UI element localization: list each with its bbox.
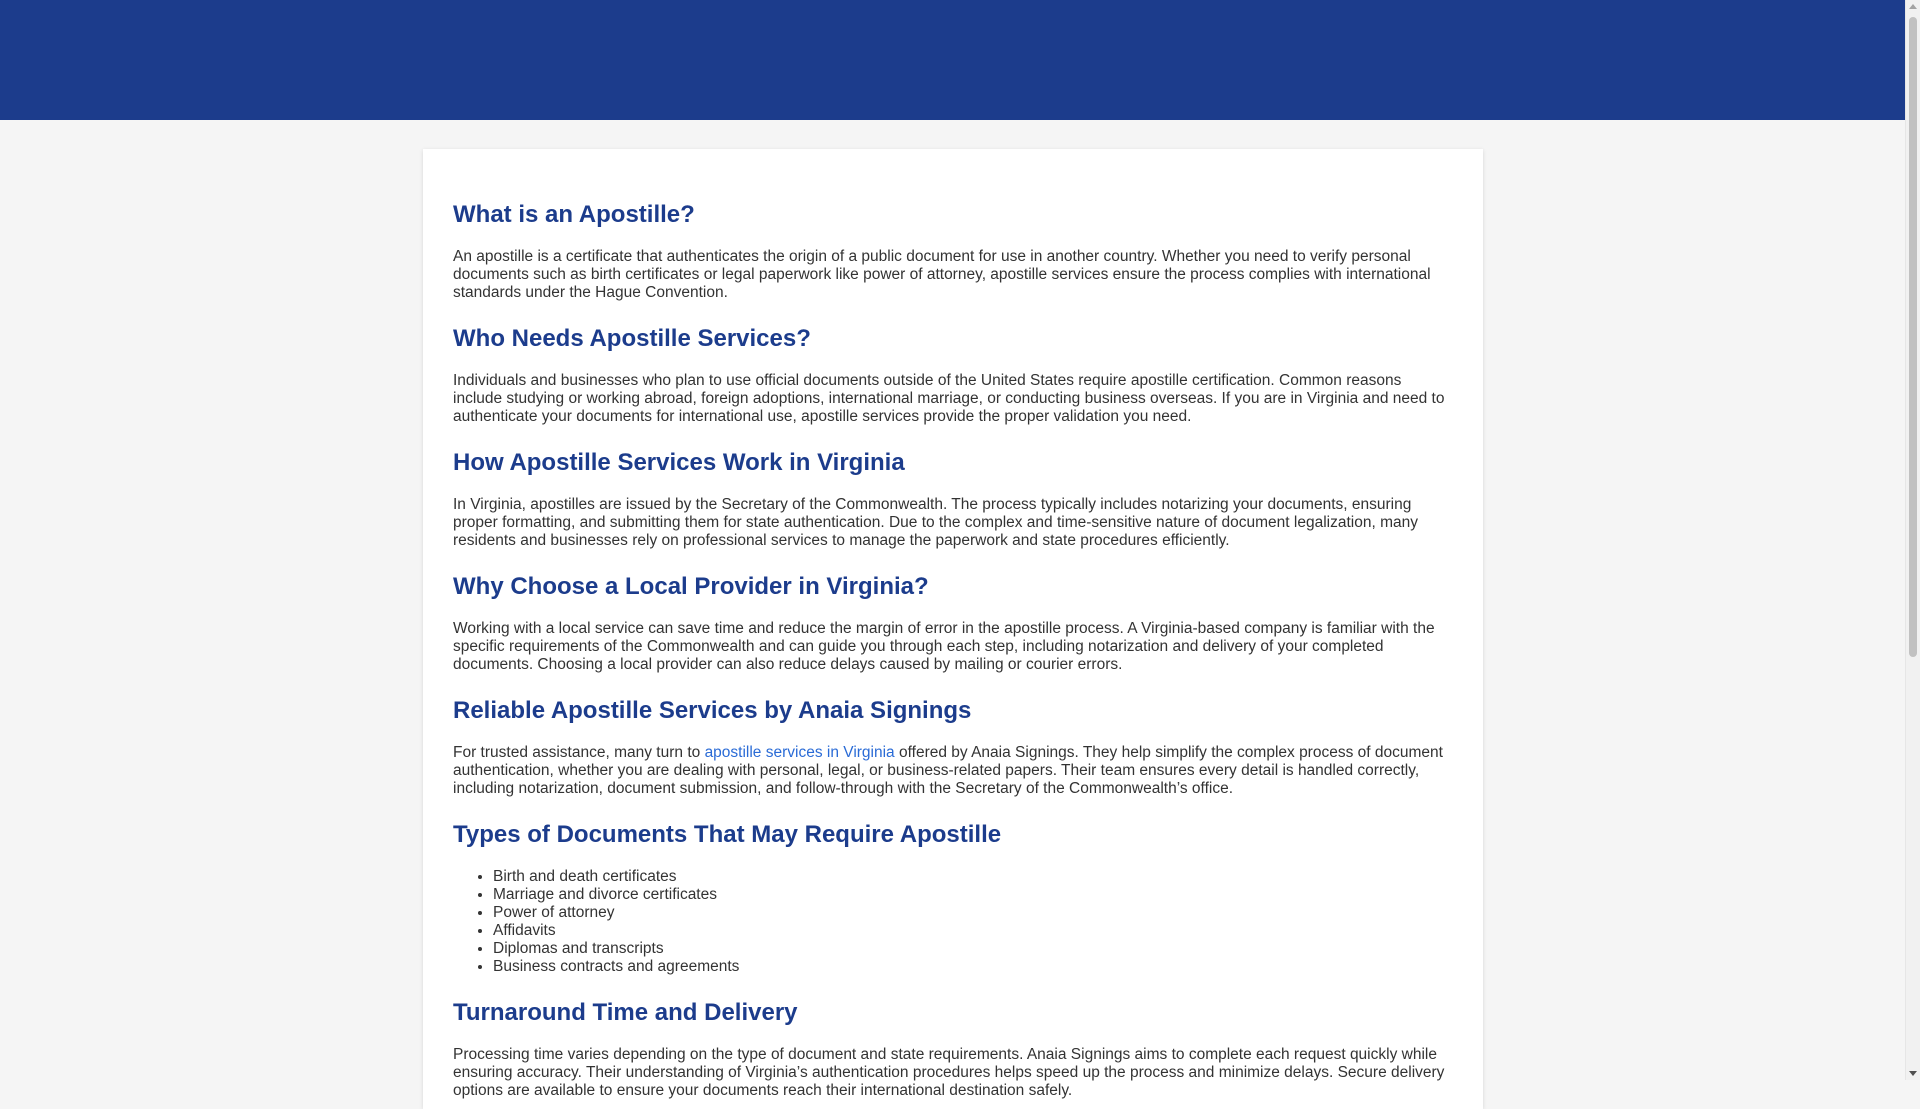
site-header [0, 0, 1905, 120]
section-heading-what-is-apostille: What is an Apostille? [453, 201, 695, 228]
section-heading-how-it-works: How Apostille Services Work in Virginia [453, 449, 905, 476]
vertical-scrollbar[interactable] [1905, 0, 1920, 1080]
section-text-how-it-works: In Virginia, apostilles are issued by the Secretary of the Commonwealth. The process typically includes notarizing your documents, ensuring proper formatting, and submitting them for state authentication. Due to the complex and time-sensitive nature of document legalization, many residents and businesses rely on professional services to manage the paperwork and state procedures efficiently. [453, 496, 1418, 549]
section-heading-why-local: Why Choose a Local Provider in Virginia? [453, 573, 929, 600]
section-heading-document-types: Types of Documents That May Require Apostille [453, 821, 1002, 848]
scroll-down-arrow-icon[interactable] [1909, 1071, 1917, 1076]
section-text-turnaround: Processing time varies depending on the type of document and state requirements. Anaia Signings aims to complete each request quickly while ensuring accuracy. Their understanding of Virginia’s authentication procedures helps speed up the process and minimize delays. Secure delivery options are available to ensure your documents reach their international destination safely. [453, 1046, 1445, 1099]
section-heading-turnaround: Turnaround Time and Delivery [453, 999, 798, 1026]
scroll-up-arrow-icon[interactable] [1909, 4, 1917, 9]
section-text-why-local: Working with a local service can save time and reduce the margin of error in the apostille process. A Virginia-based company is familiar with the specific requirements of the Commonwealth and can guide you through each step, including notarization and delivery of your completed documents. Choosing a local provider can also reduce delays caused by mailing or courier errors. [453, 620, 1435, 673]
document-types-list [453, 868, 1453, 976]
section-heading-reliable-services: Reliable Apostille Services by Anaia Signings [453, 697, 972, 724]
list-item: • Birth and death certificates [493, 868, 1453, 886]
scrollbar-thumb[interactable] [1909, 17, 1917, 657]
section-text-reliable-services [453, 744, 1453, 798]
list-item: • Power of attorney [493, 904, 1453, 922]
text-before-link: For trusted assistance, many turn to [453, 744, 705, 761]
text-after-link: offered by Anaia Signings. They help simplify the complex process of document authentication, whether you are dealing with personal, legal, or business-related papers. Their team ensures every detail is handled correctly, including notarization, document submission, and follow-through with the Secretary of the Commonwealth’s office. [453, 744, 1443, 797]
section-text-what-is-apostille: An apostille is a certificate that authenticates the origin of a public document for use in another country. Whether you need to verify personal documents such as birth certificates or legal paperwork like power of attorney, apostille services ensure the process complies with international standards under the Hague Convention. [453, 248, 1431, 301]
section-heading-who-needs: Who Needs Apostille Services? [453, 325, 811, 352]
list-item: • Diplomas and transcripts [493, 940, 1453, 958]
apostille-services-virginia-link[interactable]: apostille services in Virginia [704, 744, 895, 761]
list-item: • Marriage and divorce certificates [493, 886, 1453, 904]
list-item: • Affidavits [493, 922, 1453, 940]
list-item: • Business contracts and agreements [493, 958, 1453, 976]
section-text-who-needs: Individuals and businesses who plan to use official documents outside of the United States require apostille certification. Common reasons include studying or working abroad, foreign adoptions, international marriage, or conducting business overseas. If you are in Virginia and need to authenticate your documents for international use, apostille services provide the proper validation you need. [453, 372, 1445, 425]
article-card [423, 149, 1483, 1109]
